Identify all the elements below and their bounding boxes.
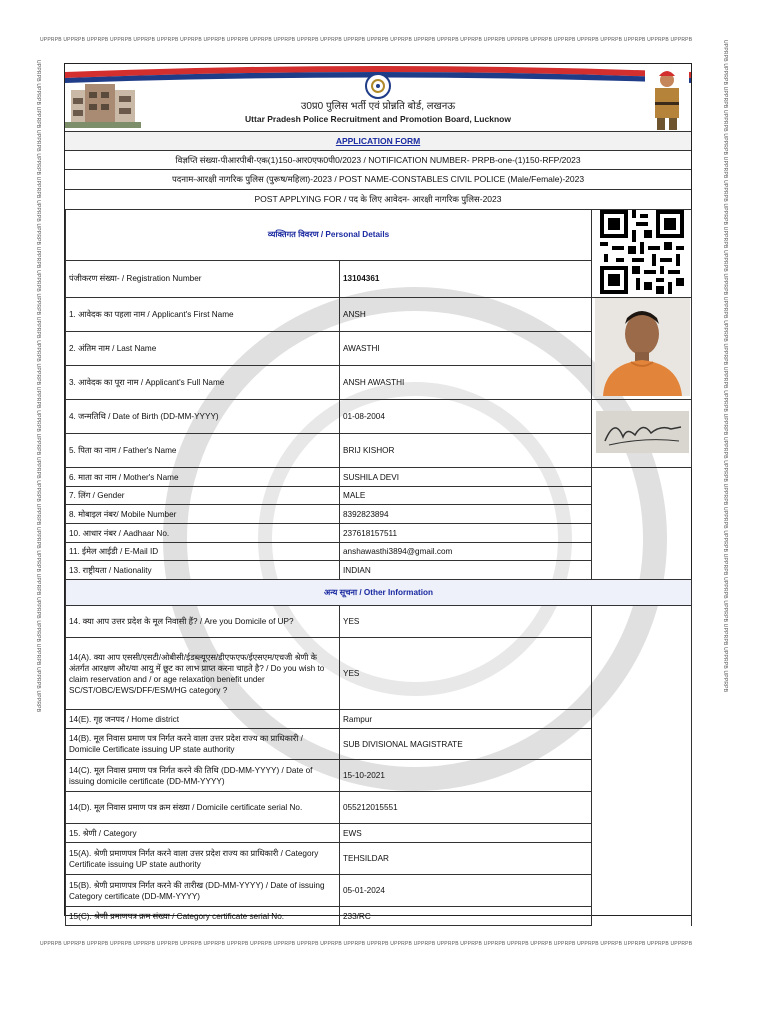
full-name-value: ANSH AWASTHI	[340, 366, 592, 400]
category-authority-label: 15(A). श्रेणी प्रमाणपत्र निर्गत करने वाला उत्तर प्रदेश राज्य का प्राधिकारी / Category Certificate issuing UP state authority	[66, 843, 340, 875]
applicant-photo-icon	[595, 298, 690, 396]
details-table	[65, 209, 692, 926]
category-authority-value: TEHSILDAR	[340, 843, 592, 875]
signature-cell	[592, 400, 692, 468]
nationality-value: INDIAN	[340, 561, 592, 580]
domicile-authority-value: SUB DIVISIONAL MAGISTRATE	[340, 729, 592, 760]
email-label: 11. ईमेल आईडी / E-Mail ID	[66, 543, 340, 561]
category-date-label: 15(B). श्रेणी प्रमाणपत्र निर्गत करने की तारीख (DD-MM-YYYY) / Date of issuing Category certificate (DD-MM-YYYY)	[66, 875, 340, 907]
aadhaar-value: 237618157511	[340, 524, 592, 543]
gender-label: 7. लिंग / Gender	[66, 487, 340, 505]
category-value: EWS	[340, 824, 592, 843]
post-name: पदनाम-आरक्षी नागरिक पुलिस (पुरूष/महिला)-2023 / POST NAME-CONSTABLES CIVIL POLICE (Male/Female)-2023	[65, 169, 691, 189]
police-emblem-icon	[366, 74, 390, 98]
last-name-label: 2. अंतिम नाम / Last Name	[66, 332, 340, 366]
aadhaar-label: 10. आधार नंबर / Aadhaar No.	[66, 524, 340, 543]
category-date-value: 05-01-2024	[340, 875, 592, 907]
police-officer-image-icon	[645, 68, 689, 130]
post-applying-for: POST APPLYING FOR / पद के लिए आवेदन- आरक्षी नागरिक पुलिस-2023	[65, 189, 691, 209]
gender-value: MALE	[340, 487, 592, 505]
mother-name-label: 6. माता का नाम / Mother's Name	[66, 468, 340, 487]
domicile-serial-label: 14(D). मूल निवास प्रमाण पत्र क्रम संख्या / Domicile certificate serial No.	[66, 792, 340, 824]
board-name-english: Uttar Pradesh Police Recruitment and Promotion Board, Lucknow	[245, 114, 511, 124]
registration-number-value: 13104361	[340, 260, 592, 297]
building-image-icon	[65, 84, 141, 128]
blank-side-cell	[592, 468, 692, 580]
domicile-authority-label: 14(B). मूल निवास प्रमाण पत्र निर्गत करने वाला उत्तर प्रदेश राज्य का प्राधिकारी / Domicile Certificate issuing UP state authority	[66, 729, 340, 760]
domicile-date-value: 15-10-2021	[340, 760, 592, 792]
domicile-date-label: 14(C). मूल निवास प्रमाण पत्र निर्गत करने की तिथि (DD-MM-YYYY) / Date of issuing domicile certificate (DD-MM-YYYY)	[66, 760, 340, 792]
watermark-right: UPPRPB UPPRPB UPPRPB UPPRPB UPPRPB UPPRPB UPPRPB UPPRPB UPPRPB UPPRPB UPPRPB UPPRPB UPPRPB UPPRPB UPPRPB UPPRPB UPPRPB UPPRPB UPPRPB UPPRPB UPPRPB UPPRPB UPPRPB UPPRPB UPPRPB UPPRPB UPPRPB UPPRPB	[722, 40, 728, 693]
mother-name-value: SUSHILA DEVI	[340, 468, 592, 487]
other-information-title: अन्य सूचना / Other Information	[66, 580, 692, 606]
watermark-top: UPPRPB UPPRPB UPPRPB UPPRPB UPPRPB UPPRPB UPPRPB UPPRPB UPPRPB UPPRPB UPPRPB UPPRPB UPPRPB UPPRPB UPPRPB UPPRPB UPPRPB UPPRPB UPPRPB UPPRPB UPPRPB UPPRPB UPPRPB UPPRPB UPPRPB UPPRPB UPPRPB UPPRPB	[40, 37, 693, 43]
full-name-label: 3. आवेदक का पूरा नाम / Applicant's Full Name	[66, 366, 340, 400]
domicile-up-value: YES	[340, 606, 592, 638]
last-name-value: AWASTHI	[340, 332, 592, 366]
mobile-number-value: 8392823894	[340, 505, 592, 524]
application-form	[64, 63, 692, 921]
home-district-label: 14(E). गृह जनपद / Home district	[66, 710, 340, 729]
personal-details-title: व्यक्तिगत विवरण / Personal Details	[66, 210, 592, 261]
domicile-up-label: 14. क्या आप उत्तर प्रदेश के मूल निवासी हैं? / Are you Domicile of UP?	[66, 606, 340, 638]
category-serial-value: 233/RC	[340, 907, 592, 926]
signature-image	[595, 407, 690, 457]
form-header	[65, 64, 691, 130]
notification-number: विज्ञप्ति संख्या-पीआरपीबी-एक(1)150-आर0एफ0पी0/2023 / NOTIFICATION NUMBER- PRPB-one-(1)150-RFP/2023	[65, 150, 691, 169]
father-name-label: 5. पिता का नाम / Father's Name	[66, 434, 340, 468]
blank-side-cell-other	[592, 606, 692, 926]
watermark-left: UPPRPB UPPRPB UPPRPB UPPRPB UPPRPB UPPRPB UPPRPB UPPRPB UPPRPB UPPRPB UPPRPB UPPRPB UPPRPB UPPRPB UPPRPB UPPRPB UPPRPB UPPRPB UPPRPB UPPRPB UPPRPB UPPRPB UPPRPB UPPRPB UPPRPB UPPRPB UPPRPB UPPRPB	[35, 60, 41, 713]
photo-cell	[592, 298, 692, 400]
qr-code-cell	[592, 210, 692, 298]
mobile-number-label: 8. मोबाइल नंबर/ Mobile Number	[66, 505, 340, 524]
first-name-value: ANSH	[340, 298, 592, 332]
reservation-claim-value: YES	[340, 638, 592, 710]
watermark-bottom: UPPRPB UPPRPB UPPRPB UPPRPB UPPRPB UPPRPB UPPRPB UPPRPB UPPRPB UPPRPB UPPRPB UPPRPB UPPRPB UPPRPB UPPRPB UPPRPB UPPRPB UPPRPB UPPRPB UPPRPB UPPRPB UPPRPB UPPRPB UPPRPB UPPRPB UPPRPB UPPRPB UPPRPB	[40, 941, 693, 947]
email-value: anshawasthi3894@gmail.com	[340, 543, 592, 561]
first-name-label: 1. आवेदक का पहला नाम / Applicant's First Name	[66, 298, 340, 332]
date-of-birth-value: 01-08-2004	[340, 400, 592, 434]
registration-number-label: पंजीकरण संख्या- / Registration Number	[66, 260, 340, 297]
board-name-hindi: उ0प्र0 पुलिस भर्ती एवं प्रोन्नति बोर्ड, लखनऊ	[300, 101, 456, 112]
home-district-value: Rampur	[340, 710, 592, 729]
qr-code-icon	[600, 210, 684, 294]
form-title: APPLICATION FORM	[65, 131, 691, 150]
category-serial-label: 15(C). श्रेणी प्रमाणपत्र क्रम संख्या / Category certificate serial No.	[66, 907, 340, 926]
domicile-serial-value: 055212015551	[340, 792, 592, 824]
date-of-birth-label: 4. जन्मतिथि / Date of Birth (DD-MM-YYYY)	[66, 400, 340, 434]
nationality-label: 13. राष्ट्रीयता / Nationality	[66, 561, 340, 580]
father-name-value: BRIJ KISHOR	[340, 434, 592, 468]
category-label: 15. श्रेणी / Category	[66, 824, 340, 843]
reservation-claim-label: 14(A). क्या आप एससी/एसटी/ओबीसी/ईडब्ल्यूएस/डीएफएफ/ईएसएम/एचजी श्रेणी के अंतर्गत आरक्षण और/या आयु में छूट का लाभ प्राप्त करना चाहते है? / Do you wish to claim reservation and / or age relaxation benefit under SC/ST/OBC/EWS/DFF/ESM/HG category ?	[66, 638, 340, 710]
